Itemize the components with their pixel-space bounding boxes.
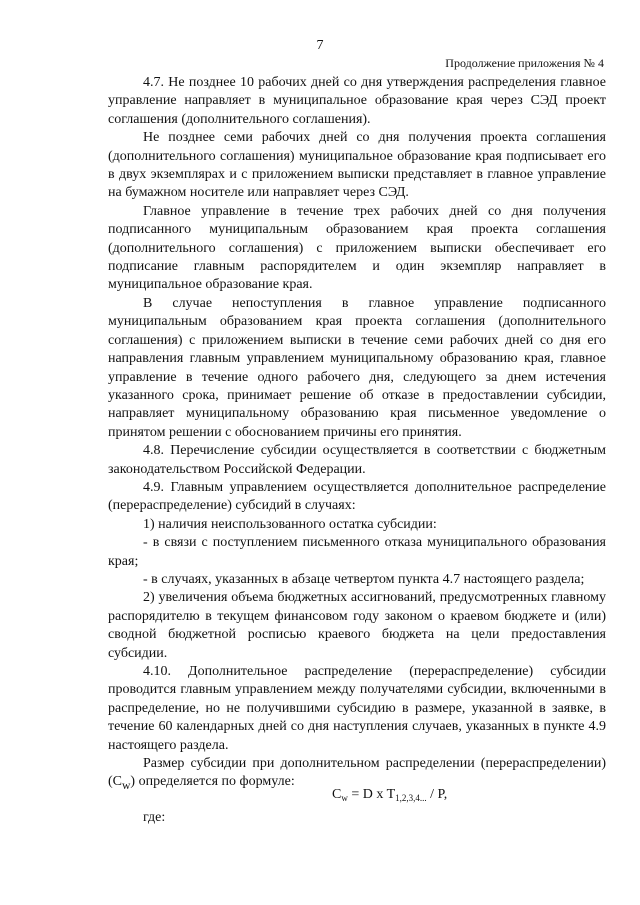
formula-intro-text: Размер субсидии при дополнительном распределении (перераспределении) (C xyxy=(108,756,606,790)
appendix-continuation-note: Продолжение приложения № 4 xyxy=(445,56,604,70)
paragraph: 4.10. Дополнительное распределение (перераспределение) субсидии проводится главным управлением между получателями субсидии, включенными в распределение, но не получившими субсидию в размере, указанной в заявке, в течение 60 календарных дней со дня наступления случаев, указанных в пункте 4.9 настоящего раздела. xyxy=(108,664,606,753)
paragraph: 2) увеличения объема бюджетных ассигнований, предусмотренных главному распорядителю в текущем финансовом году законом о краевом бюджете и (или) сводной бюджетной росписью краевого бюджета на цели предоставления субсидии. xyxy=(108,590,606,661)
formula-rhs: / P, xyxy=(426,787,448,802)
paragraph: Не позднее семи рабочих дней со дня получения проекта соглашения (дополнительного соглашения) муниципальное образование края подписывает его в двух экземплярах и с приложением выписки представляет в главное управление на бумажном носителе или направляет через СЭД. xyxy=(108,130,606,201)
subscript: w xyxy=(122,779,131,793)
paragraph: 4.9. Главным управлением осуществляется дополнительное распределение (перераспределение) субсидий в случаях: xyxy=(108,479,606,514)
document-body xyxy=(108,74,606,796)
paragraph: - в случаях, указанных в абзаце четвертом пункта 4.7 настоящего раздела; xyxy=(143,571,585,587)
page-number: 7 xyxy=(316,38,324,53)
formula-lhs: C xyxy=(332,787,342,802)
paragraph: - в связи с поступлением письменного отказа муниципального образования края; xyxy=(108,535,606,569)
formula-intro-text-end: ) определяется по формуле: xyxy=(130,774,295,790)
where-label: где: xyxy=(143,810,166,825)
formula-t-subscript: 1,2,3,4... xyxy=(395,793,427,803)
paragraph: 1) наличия неиспользованного остатка субсидии: xyxy=(143,516,437,532)
formula-middle: = D x T xyxy=(347,787,396,802)
paragraph: В случае непоступления в главное управление подписанного муниципальным образованием края проекта соглашения (дополнительного соглашения) с приложением выписки в течение семи рабочих дней со дня его направления главным управлением муниципальному образованию края, главное управление в течение одного рабочего дня, следующего за днем истечения указанного срока, принимает решение об отказе в предоставлении субсидии, направляет муниципальному образованию края письменное уведомление о принятом решении с обоснованием причины его принятия. xyxy=(108,295,606,440)
paragraph: 4.8. Перечисление субсидии осуществляется в соответствии с бюджетным законодательством Российской Федерации. xyxy=(108,443,606,477)
paragraph: Главное управление в течение трех рабочих дней со дня получения подписанного муниципальным образованием края проекта соглашения (дополнительного соглашения) с приложением выписки обеспечивает его подписание главным распорядителем и один экземпляр направляет в муниципальное образование края. xyxy=(108,203,606,293)
paragraph: 4.7. Не позднее 10 рабочих дней со дня утверждения распределения главное управление направляет в муниципальное образование края через СЭД проект соглашения (дополнительного соглашения). xyxy=(108,75,606,127)
formula-lhs-subscript: w xyxy=(341,793,348,803)
subsidy-formula xyxy=(332,787,447,803)
